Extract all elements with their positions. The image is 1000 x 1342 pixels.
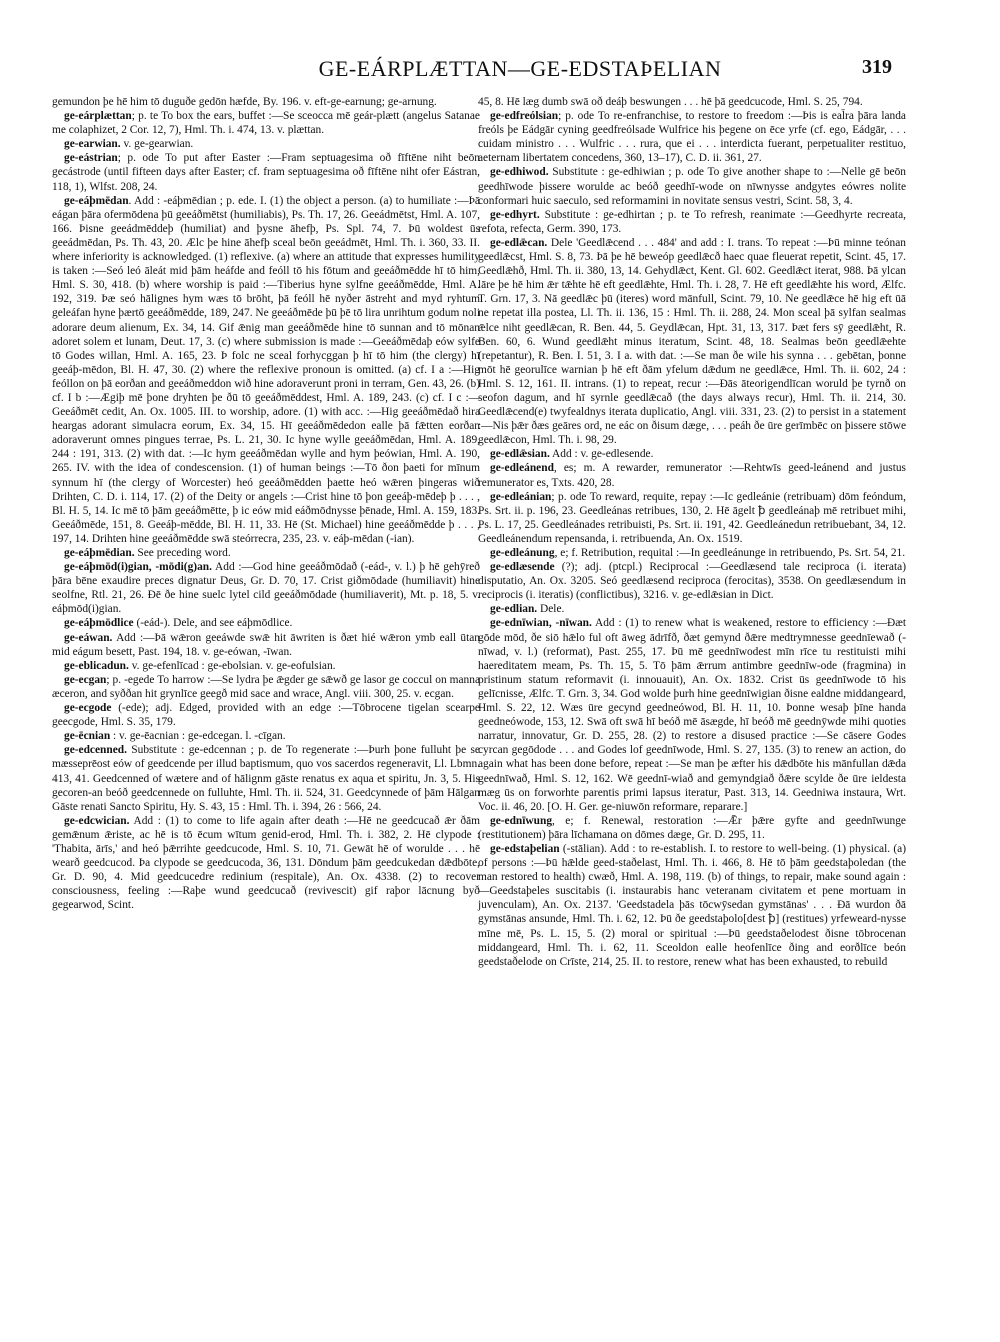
- entry-text: Add :—God hine geeáðmōdað (-eád-, v. l.) þ hē gehȳreð þāra bēne exaudire preces dignatur Deus, Gr. D. 70, 17. Crist giðmōdade (humiliavit) hine seolfne, Rtl. 21, 26. Ðē ðe hine suelc lytel cild geeáðmōdade (humiliaverit), Mt. p. 18, 5. v. eáþmōd(i)gian.: [52, 561, 480, 616]
- entry-text: . Add : -eáþmēdian ; p. ede. I. (1) the object a person. (a) to humiliate :—Þā eágan þāra ofermōdena þū geeáðmētst (humiliabis), Ps. Th. 17, 26. Geeádmētst, Hml. A. 107, 166. Þisne geeádmēddeþ (humiliat) and þysne āhefþ, Ps. Spl. 74, 7. Þū woldest ūs geeádmēdan, Ps. Th. 43, 20. Ælc þe hine āhefþ sceal beōn geeádmēt, Hml. Th. i. 360, 33. II. where inferiority is acknowledged. (1) reflexive. (a) where an attitude that expresses humility is taken :—Seó leó āleát mid þām heáfde and feóll tō his fōtum and geeáðmēdde hī tō him, Hml. S. 30, 418. (b) where worship is paid :—Tiberius hyne sylfne geeáðmēdde, Hml. A. 192, 319. Þæ seó hālignes hym wæs tō brōht, þā feóll hē nyðer āstreht and myd ryhtum geleáfan hyne þærtō geeáðmēdde, 189, 247. Ne geeáðmēde þū þē tō lira unrihtum godum noli adorare deum alienum, Ex. 34, 14. Gif ǣnig man geeáðmēde hine tō sunnan and tō mōnan adoret solem et lunam, Deut. 17, 3. (c) where submission is made :—Geeáðmēdaþ eów sylfe tō Godes willan, Hml. A. 165, 23. Þ folc ne sceal forhycggan þ hī tō him (the clergy) hī geeáþ-mēdon, Bl. H. 47, 30. (2) where the reflexive pronoun is omitted. (a) cf. I a :—Hig feóllon on þā eorðan and geeáðmeddon wið hine adoraverunt proni in terram, Gen. 43, 26. (b) cf. I b :—Ægiþ mē þone dryhten þe ðū tō geeáðmēddest, Hml. A. 189, 243. (c) cf. I c :—Geeáðmēt cedit, An. Ox. 1005. III. to worship, adore. (1) with acc. :—Hig geeáðmēdað hira heargas adorant simulacra eorum, Ex. 34, 15. Hī geeáðmēdedon ealle þā fǣtten eorðan adoraverunt omnes pingues terrae, Ps. L. 21, 30. Ic hyne wylle geeáðmēdan, Hml. A. 189, 244 : 191, 313. (2) with dat. :—Ic hym geeáðmēdan wylle and hym þeówian, Hml. A. 190, 265. IV. with the idea of condescension. (1) of human beings :—Tō ðon þaeti for mīnum synnum hī (the clergy of Worcester) heó geeáðmēdden þaette heó wǣren þingeras wið Drihten, C. D. i. 114, 17. (2) of the Deity or angels :—Crist hine tō þon geeáþ-mēdeþ þ . . . , Bl. H. 5, 14. Ic mē tō þām geeáðmētte, þ ic eów mid eáðmōdnysse þēnade, Hml. A. 159, 183. Geeáðmēde, 151, 8. Geeáþ-mēdde, Bl. H. 11, 33. Hē (St. Michael) hine geeáðmēdde þ . . . , 197, 14. Drihten hine geeáðmēdde swā steórrecra, 235, 23. v. eáþ-mēdan (-ian).: [52, 194, 480, 545]
- entry-headword: ge-eáþmēdian.: [64, 547, 135, 559]
- entry-headword: ge-edfreólsian: [490, 110, 559, 123]
- entry-text: ; p. ode To reward, requite, repay :—Ic gedleánie (retribuam) dōm feóndum, Ps. Srt. ii. p. 196, 23. Geedleánas retribues, 130, 2. Hē āgelt ꝥ geedleánaþ mē retribuet mihi, Ps. L. 17, 25. Geedleánades retribuisti, Ps. Srt. ii. 191, 42. Geedleánedun retribuebant, 34, 12. Geedleánendum repensanda, i. retribuenda, An. Ox. 1519.: [478, 490, 906, 545]
- entry-text: gemundon þe hē him tō duguðe gedōn hæfde, By. 196. v. eft-ge-earnung; ge-arnung.: [52, 96, 437, 108]
- dictionary-entry: [478, 208, 906, 236]
- entry-headword: ge-eáwan.: [64, 631, 113, 644]
- dictionary-entry: [478, 490, 906, 546]
- entry-headword: ge-edlian.: [490, 603, 538, 616]
- dictionary-entry: [478, 95, 906, 109]
- dictionary-entry: [52, 673, 480, 701]
- entry-headword: ge-earwian.: [64, 138, 121, 151]
- entry-text: ; p. te To box the ears, buffet :—Se sceocca mē geár-plætt (angelus Satanae me colaphizet, 2 Cor. 12, 7), Hml. Th. i. 474, 13. v. plættan.: [52, 110, 480, 137]
- entry-text: Add : v. ge-edlesende.: [549, 448, 654, 461]
- entry-headword: ge-eáþmēdan: [64, 194, 129, 207]
- entry-text: ; p. ode To put after Easter :—Fram septuagesima oð fīftēne niht beōn gecástrode (until fifteen days after Easter; cf. fram septuagesima oð fīftēne niht ofer Eástran, 118, 1), Wlfst. 208, 24.: [52, 152, 480, 193]
- dictionary-entry: [478, 165, 906, 207]
- entry-headword: ge-edleánend: [490, 462, 554, 475]
- dictionary-entry: [52, 151, 480, 193]
- entry-text: (-stālian). Add : to re-establish. I. to restore to well-being. (1) physical. (a) of persons :—Þū hǣlde geed-staðelast, Hml. Th. i. 466, 8. Hē tō þām geedstaþoledan (the man restored to health) cwæð, Hml. A. 198, 119. (b) of things, to repair, make sound again :—Geedstaþeles suscitabis (i. instaurabis hanc veteranam civitatem et pene mortuam in juvenculam), An. Ox. 2137. 'Geedstadela þās tōcwȳsedan gymstānas' . . . Ðā wurdon ðā gymstānas ansunde, Hml. Th. i. 62, 12. Þū ðe geedstaþolo[dest ꝥ] (restitues) yrfeweard-nysse mīne mē, Ps. L. 15, 5. (2) moral or spiritual :—Þū geedstaðelodest ðisne tōbrocenan middangeard, Hml. Th. i. 62, 11. Sceoldon ealle heofenlīce ðing and eorðlīce beón geedstaðelode on Crīste, 214, 25. II. to restore, renew what has been exhausted, to rebuild: [478, 842, 906, 968]
- page-header: [0, 56, 1000, 86]
- dictionary-entry: [52, 701, 480, 729]
- dictionary-entry: [478, 236, 906, 447]
- entry-headword: ge-edhiwod.: [490, 166, 549, 179]
- entry-text: v. ge-efenlīcad : ge-ebolsian. v. ge-eofulsian.: [128, 659, 336, 672]
- dictionary-entry: [52, 659, 480, 673]
- entry-headword: ge-eblicadun.: [64, 659, 129, 672]
- running-head: GE-EÁRPLÆTTAN—GE-EDSTAÞELIAN: [318, 56, 722, 81]
- entry-text: , es; m. A rewarder, remunerator :—Rehtwīs geed-leánend and justus remunerator es, Txts. 420, 28.: [478, 462, 906, 489]
- entry-text: Add : (1) to come to life again after death :—Hē ne geedcucað ǣr ðām gemǣnum ǣriste, ac hē is tō ēcum wītum genid-erod, Hml. Th. i. 382, 2. Hē clypode : 'Thabita, ārīs,' and heó þǣrrihte geedcucode, Hml. S. 10, 71. Gewāt hē of worulde . . . hē wearð geedcucod. Þa clypode se geedcucoda, 36, 131. Dōndum þām geedcukedan dǣdbōte, Gr. D. 90, 4. Mid geedcucedre redinium (respitale), An. Ox. 4338. (2) to recover consciousness, feeling :—Raþe wund geedcucað (revivescit) gif raþor lācnung byð gegearwod, Scint.: [52, 814, 480, 912]
- entry-text: v. ge-gearwian.: [120, 138, 194, 151]
- entry-text: See preceding word.: [134, 547, 231, 559]
- entry-text: Substitute : ge-edhirtan ; p. te To refresh, reanimate :—Geedhyrte recreata, refota, refecta, Germ. 390, 173.: [478, 208, 906, 235]
- entry-text: Substitute : ge-edcennan ; p. de To regenerate :—Þurh þone fulluht þe se mæsseprēost eów of geedcende per illud baptismum, quo vos sacerdos regeneravit, Ll. Lbmn. 413, 41. Geedcenned of wætere and of hālignm gāste renatus ex aqua et spiritu, Jn. 3, 5. His gecoren-an beóð geedcennede on fulluhte, Hml. Th. ii. 524, 31. Geedcynnede of þām Hālgan Gāste renati Sancto Spiritu, Hy. S. 43, 15 : Hml. Th. i. 394, 26 : 566, 24.: [52, 744, 480, 813]
- entry-headword: ge-eáþmōdlice: [64, 617, 134, 630]
- entry-headword: ge-eárplættan: [64, 110, 132, 123]
- page-number: 319: [862, 56, 892, 78]
- entry-headword: ge-edlæsende: [490, 561, 555, 574]
- dictionary-entry: [478, 616, 906, 813]
- dictionary-entry: [52, 194, 480, 546]
- dictionary-entry: [478, 814, 906, 842]
- right-column: [478, 95, 906, 969]
- dictionary-entry: [478, 461, 906, 489]
- dictionary-entry: [52, 95, 480, 109]
- entry-text: ; p. ode To re-enfranchise, to restore to freedom :—Þis is eal̄ra þāra landa freóls þe Eádgār cyning geedfreólsade Wulfrice his þegene on ēce yrfe (cf. ego, Eádgār, . . . cuidam ministro . . . Wulfric . . . rura, que ei . . . interdicta fuerant, perpetualiter restituo, aeternam libertatem concedens, 360, 13–17), C. D. ii. 361, 27.: [478, 110, 906, 165]
- entry-text: Add : (1) to renew what is weakened, restore to efficiency :—Ðæt gōde mōd, ðe siō hǣlo ful oft āweg ādrīfð, ðæt gemynd ðǣre medtrymnesse geednīewað (-nīwad, v. l.) (reformat), Past. 255, 17. Þū mē geednīwodest mīn rīce tu restituisti mihi haereditatem meam, Ps. Th. 15, 5. Tō þām ǣrrum antimbre geednīw-ode (fragmina) in pristinum statum reformavit (i. innouauit), An. Ox. 1832. Crist ūs geednīwode tō his gelīcnisse, Ælfc. T. Grn. 3, 34. God wolde þurh hine geednīwigian ðisne ealdne middangeard, Hml. S. 22, 12. Wæs ūre gecynd geedneówod, Bl. H. 11, 10. Þonne wesaþ þīne handa geedneówode, 153, 12. Swā oft swā hī beóð mē āsægde, hī beóð mē geednȳwde mihi quoties narratur, innovatur, Gr. D. 255, 28. (2) to restore a disused practice :—Se cāsere Godes cyrcan gegōdode . . . and Godes lof geednīwode, Hml. S. 27, 135. (3) to renew an action, do again what has been done before, repeat :—Se man þe æfter his dǣdbōte his mānfullan dǣda geednīwað, Hml. S. 12, 162. Wē geednī-wiað and gemyndgiað ðǣre scylde ðe ūre ieldesta mæg ūs on forworhte parentis primi lapsus iteratur, Past. 313, 14. Geedniwa instaura, Wrt. Voc. ii. 46, 20. [O. H. Ger. ge-niuwōn reformare, reparare.]: [478, 617, 906, 813]
- entry-headword: ge-ēcnian: [64, 730, 111, 743]
- dictionary-entry: [52, 546, 480, 560]
- entry-headword: ge-edlǣcan.: [490, 236, 548, 249]
- entry-text: Dele.: [537, 603, 565, 616]
- dictionary-entry: [52, 616, 480, 630]
- entry-headword: ge-eáþmōd(i)gian, -mōdi(g)an.: [64, 561, 212, 574]
- dictionary-entry: [52, 631, 480, 659]
- dictionary-entry: [478, 546, 906, 560]
- entry-text: 45, 8. Hē læg dumb swā oð deáþ beswungen . . . hē þā geedcucode, Hml. S. 25, 794.: [478, 96, 863, 108]
- entry-headword: ge-edstaþelian: [490, 842, 560, 855]
- entry-text: Add :—Þā wǣron geeáwde swǣ hit āwriten is ðæt hié wǣron ymb eall ūtan mid eágum besett, Past. 194, 18. v. ge-eówan, -īwan.: [52, 631, 480, 658]
- entry-headword: ge-edlǣsian.: [490, 448, 550, 461]
- entry-headword: ge-edleánian: [490, 490, 552, 503]
- entry-headword: ge-edcenned.: [64, 744, 127, 757]
- entry-headword: ge-edcwician.: [64, 814, 130, 827]
- entry-headword: ge-edhyrt.: [490, 208, 540, 221]
- dictionary-entry: [478, 842, 906, 969]
- dictionary-entry: [52, 814, 480, 913]
- dictionary-entry: [478, 602, 906, 616]
- dictionary-entry: [52, 137, 480, 151]
- left-column: [52, 95, 480, 912]
- entry-headword: ge-eástrian: [64, 152, 118, 165]
- dictionary-entry: [478, 109, 906, 165]
- dictionary-entry: [52, 743, 480, 813]
- entry-text: : v. ge-ēacnian : ge-edcegan. l. -cīgan.: [110, 730, 286, 743]
- dictionary-entry: [478, 560, 906, 602]
- entry-text: Substitute : ge-edhiwian ; p. ode To give another shape to :—Nelle gē beōn geedhīwode þissere worulde ac beóð geedhī-wode on nīwnysse andgytes eówres nolite conformari huic saeculo, sed reformamini in novitate sensus vestri, Scint. 58, 3, 4.: [478, 166, 906, 207]
- entry-text: (-eád-). Dele, and see eáþmōdlice.: [133, 617, 293, 630]
- entry-text: , e; f. Renewal, restoration :—Ǣr þǣre gyfte and geednīwunge (restitutionem) þāra līchamana on dōmes dæge, Gr. D. 295, 11.: [478, 814, 906, 841]
- entry-text: Dele 'Geedlǣcend . . . 484' and add : I. trans. To repeat :—Þū minne teónan geedlǣcst, Hml. S. 8, 73. Þā þe hē beweóp geedlǣcð haec quae fleuerat repetit, Scint. 45, 17. Geedlǣhð, Hml. Th. ii. 380, 13, 14. Gehydlǣct, Kent. Gl. 602. Geedlǣct iterat, 988. Þā ylcan lāre þe hē him ǣr tǣhte hē eft geedlǣhte, Hml. Th. i. 28, 7. Hē eft geedlǣhte his word, Ælfc. T. Grn. 17, 3. Nā geedlǣc þū (iteres) word mānfull, Scint. 79, 10. Ne geedlǣce hē hig eft ūā ne repetat illa postea, Ll. Th. ii. 136, 15 : Hml. Th. ii. 288, 24. Mon sceal þā sylfan sealmas ǣlce niht geedlǣcan, R. Ben. 44, 5. Geydlǣcan, Hpt. 31, 13, 317. Þæt fers sȳ geedlǣht, R. Ben. 60, 6. Wund geedlǣht minus iteratum, Scint. 48, 18. Sealmas beōn geedlǣehte (repetantur), R. Ben. I. 51, 3. I a. with dat. :—Se man ðe wile his synna . . . gebētan, þonne mōt hē georulīce warnian þ hē eft ðām yfelum dǣdum ne geedlǣce, Hml. Th. ii. 602, 24 : Hml. S. 12, 161. II. intrans. (1) to repeat, recur :—Ðās āteorigendlīcan woruld þe tyrnð on seofon dagum, and hī syrnle geedlǣcað (the days always recur), Hml. Th. ii. 214, 30. Geedlǣcend(e) twyfealdnys iterata duplicatio, Angl. viii. 331, 23. (2) to persist in a statement :—Nis þǣr ðæs geāres ord, ne eác on ðisum dæge, . . . peáh ðe ūre gerīmbēc on þissere stōwe geedlǣcon, Hml. Th. i. 98, 29.: [478, 236, 906, 447]
- dictionary-entry: [52, 560, 480, 616]
- entry-text: (?); adj. (ptcpl.) Reciprocal :—Geedlæsend tale reciproca (i. iterata) disputatio, An. Ox. 3205. Seó geedlæsend reciproca (ferocitas), 3538. On geedlæsendum in reciprocis (i. iteratis) (conflictibus), 3216. v. ge-edlǣsian in Dict.: [478, 561, 906, 602]
- entry-headword: ge-edleánung: [490, 547, 555, 559]
- entry-text: , e; f. Retribution, requital :—In geedleánunge in retribuendo, Ps. Srt. 54, 21.: [554, 547, 906, 559]
- dictionary-entry: [52, 729, 480, 743]
- entry-headword: ge-ecgan: [64, 673, 107, 686]
- entry-headword: ge-ednīwung: [490, 814, 553, 827]
- dictionary-entry: [478, 447, 906, 461]
- dictionary-entry: [52, 109, 480, 137]
- entry-headword: ge-ednīwian, -nīwan.: [490, 617, 592, 630]
- entry-headword: ge-ecgode: [64, 702, 112, 715]
- entry-text: ; p. -egede To harrow :—Se lydra þe ǣgder ge sǣwð ge lasor ge coccul on manna æceron, and syððan hit grynlīce geegð mid sace and wrace, Angl. viii. 300, 25. v. ecgan.: [52, 673, 480, 700]
- entry-text: (-ede); adj. Edged, provided with an edge :—Tōbrocene tigelan scearpe geecgode, Hml. S. 35, 179.: [52, 702, 480, 729]
